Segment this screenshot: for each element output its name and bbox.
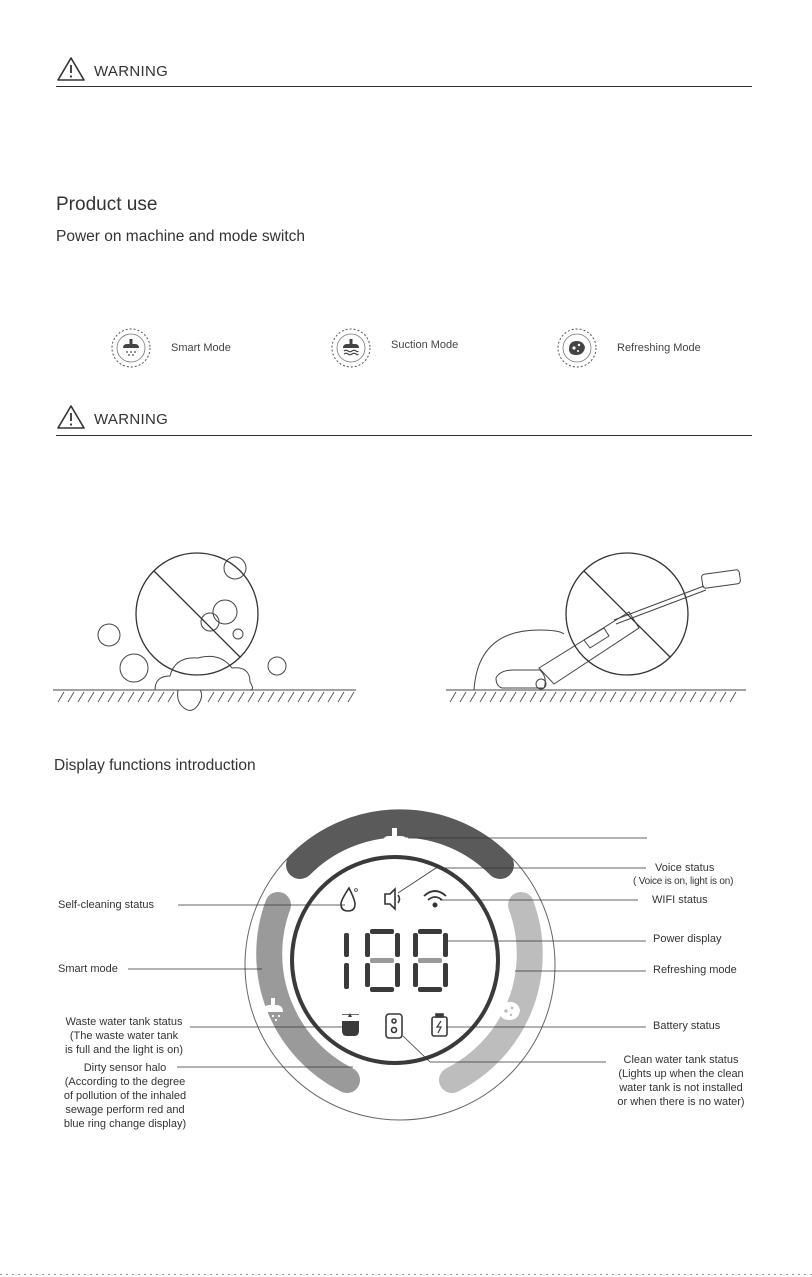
digit-8-right bbox=[413, 929, 448, 992]
digit-8-middle bbox=[365, 929, 400, 992]
label-voice-note: ( Voice is on, light is on) bbox=[633, 876, 734, 887]
self-cleaning-icon bbox=[341, 888, 357, 911]
label-self-cleaning-status: Self-cleaning status bbox=[58, 899, 154, 911]
warning-title: WARNING bbox=[94, 411, 169, 428]
label-dirty-sensor-halo bbox=[50, 1061, 200, 1131]
label-refreshing-mode: Refreshing mode bbox=[653, 964, 737, 976]
label-waste-water-tank bbox=[52, 1015, 196, 1057]
dirty-line-4: sewage perform red and bbox=[65, 1104, 185, 1116]
section-title-display-functions: Display functions introduction bbox=[54, 757, 256, 774]
clean-tank-line-2: (Lights up when the clean bbox=[618, 1068, 744, 1080]
voice-icon bbox=[385, 889, 400, 909]
label-battery-status: Battery status bbox=[653, 1020, 721, 1032]
waste-tank-line-3: is full and the light is on) bbox=[64, 1044, 183, 1056]
label-smart-mode: Smart mode bbox=[58, 963, 118, 975]
mode-label-smart: Smart Mode bbox=[171, 342, 231, 354]
dirty-sensor-icon bbox=[386, 1014, 402, 1038]
subsection-title-power-on: Power on machine and mode switch bbox=[56, 228, 305, 245]
section-title-product-use: Product use bbox=[56, 194, 158, 215]
warning-title: WARNING bbox=[94, 63, 169, 80]
smart-mode-arc bbox=[269, 905, 347, 1080]
clean-tank-line-3: water tank is not installed bbox=[619, 1082, 743, 1094]
mode-label-suction: Suction Mode bbox=[391, 339, 459, 351]
digit-1 bbox=[344, 933, 349, 989]
dirty-line-3: of pollution of the inhaled bbox=[63, 1090, 187, 1102]
waste-water-tank-icon bbox=[342, 1013, 359, 1036]
dirty-line-1: Dirty sensor halo bbox=[83, 1062, 167, 1074]
label-voice-status: Voice status bbox=[655, 862, 715, 874]
mode-label-refreshing: Refreshing Mode bbox=[617, 342, 701, 354]
clean-tank-line-1: Clean water tank status bbox=[623, 1054, 739, 1066]
dirty-line-2: (According to the degree bbox=[64, 1076, 186, 1088]
label-wifi-status: WIFI status bbox=[652, 894, 708, 906]
clean-tank-line-4: or when there is no water) bbox=[617, 1096, 745, 1108]
battery-icon bbox=[432, 1014, 447, 1036]
page-bottom-edge bbox=[0, 1274, 812, 1275]
waste-tank-line-1: Waste water tank status bbox=[65, 1016, 183, 1028]
dirty-line-5: blue ring change display) bbox=[63, 1118, 187, 1130]
label-clean-water-tank bbox=[604, 1053, 758, 1109]
waste-tank-line-2: (The waste water tank bbox=[69, 1030, 179, 1042]
wifi-icon bbox=[424, 891, 446, 907]
label-power-display: Power display bbox=[653, 933, 722, 945]
